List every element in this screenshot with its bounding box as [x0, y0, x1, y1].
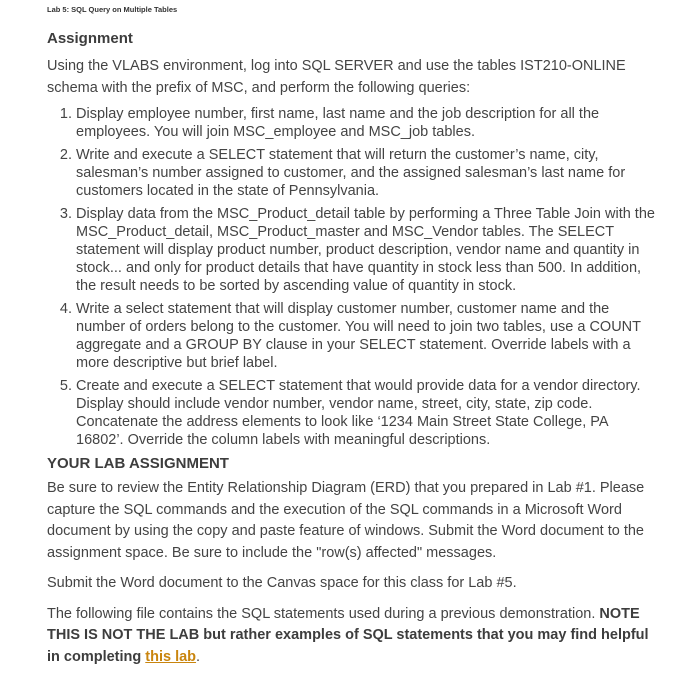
document-body — [47, 30, 657, 677]
query-item-5: 5. Create and execute a SELECT statement that would provide data for a vendor directory. Display should include vendor number, vendor name, street, city, state, zip code. Concatenate the address elements to look like ‘1234 Main Street State College, PA 16802’. Override the column labels with meaningful descriptions. — [76, 377, 657, 449]
document-header: Lab 5: SQL Query on Multiple Tables — [47, 5, 178, 14]
assignment-heading: Assignment — [47, 30, 133, 47]
lab-heading: YOUR LAB ASSIGNMENT — [47, 455, 229, 472]
query-item-3: 3. Display data from the MSC_Product_detail table by performing a Three Table Join with the MSC_Product_detail, MSC_Product_master and MSC_Vendor tables. The SELECT statement will display product number, product description, vendor name and quantity in stock... and only for product details that have quantity in stock less than 500. In addition, the result needs to be sorted by ascending value of quantity in stock. — [76, 205, 657, 295]
note-period: . — [196, 648, 201, 665]
note-bold-text: NOTE THIS IS NOT THE LAB but rather examples of SQL statements that you may find helpful in completing — [47, 605, 649, 665]
assignment-intro: Using the VLABS environment, log into SQL SERVER and use the tables IST210-ONLINE schema with the prefix of MSC, and perform the following queries: — [47, 58, 626, 96]
query-item-4: 4. Write a select statement that will display customer number, customer name and the number of orders belong to the customer. You will need to join two tables, use a COUNT aggregate and a GROUP BY clause in your SELECT statement. Override labels with a more descriptive but brief label. — [76, 300, 657, 372]
query-item-1: 1. Display employee number, first name, last name and the job description for all the employees. You will join MSC_employee and MSC_job tables. — [76, 105, 657, 141]
query-list — [47, 105, 657, 449]
query-item-2: 2. Write and execute a SELECT statement that will return the customer’s name, city, salesman’s number assigned to customer, and the assigned salesman’s last name for customers located in the state of Pennsylvania. — [76, 146, 657, 200]
note-intro-text: The following file contains the SQL statements used during a previous demonstration. — [47, 605, 600, 622]
this-lab-link[interactable]: this lab — [145, 648, 197, 665]
lab-paragraph-2: Submit the Word document to the Canvas space for this class for Lab #5. — [47, 575, 517, 591]
lab-paragraph-1: Be sure to review the Entity Relationship Diagram (ERD) that you prepared in Lab #1. Please capture the SQL commands and the execution of the SQL commands in a Microsoft Word document by using the copy and paste feature of windows. Submit the Word document to the assignment space. Be sure to include the "row(s) affected" messages. — [47, 480, 645, 561]
lab-paragraph-3 — [47, 604, 657, 669]
